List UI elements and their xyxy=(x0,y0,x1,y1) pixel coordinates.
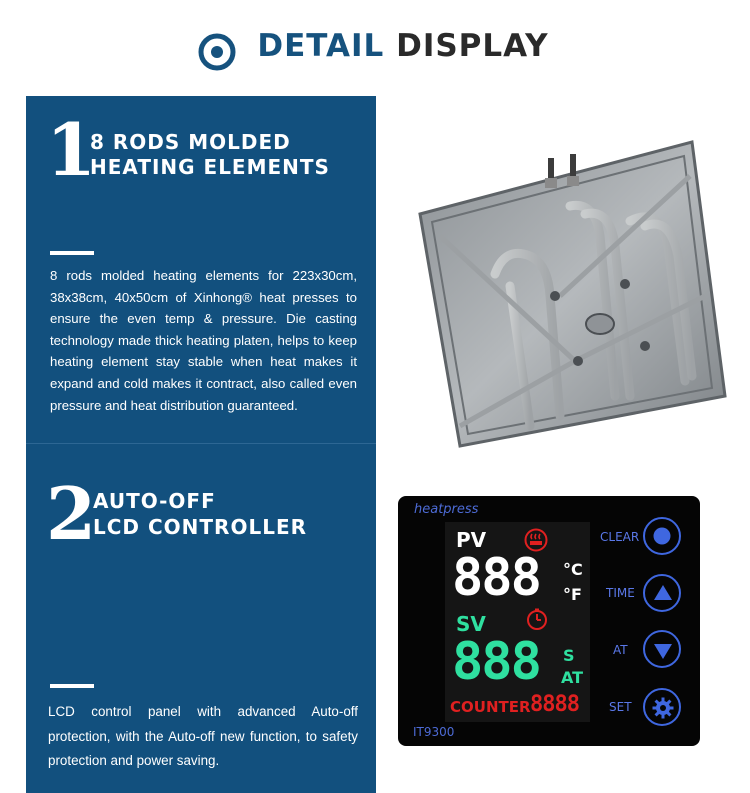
page-title-rest: DISPLAY xyxy=(396,28,549,64)
gear-icon xyxy=(651,696,675,720)
info-panel xyxy=(26,96,376,793)
sv-digits: 888 xyxy=(452,632,540,692)
sv-label: SV xyxy=(456,612,486,636)
counter-digits: 8888 xyxy=(530,692,579,717)
clear-button-label: CLEAR xyxy=(600,530,640,544)
unit-celsius: °C xyxy=(563,560,583,579)
at-button[interactable] xyxy=(643,630,681,668)
unit-seconds: S xyxy=(563,646,575,665)
controller-brand: heatpress xyxy=(414,502,479,517)
unit-fahrenheit: °F xyxy=(563,585,582,604)
section-divider xyxy=(26,443,376,444)
section-1-body: 8 rods molded heating elements for 223x30cm, 38x38cm, 40x50cm of Xinhong® heat presses to ensure the even temp & pressure. Die casting technology made thick heating platen, helps to keep heating element stay stable when heat makes it expand and cold makes it contract, also called even pressure and heat distribution guaranteed. xyxy=(50,268,357,413)
pv-digits: 888 xyxy=(452,548,540,608)
counter-label: COUNTER xyxy=(450,698,531,716)
unit-at: AT xyxy=(561,668,584,687)
triangle-down-icon xyxy=(652,640,674,662)
section-1-title-line2: HEATING ELEMENTS xyxy=(90,155,330,179)
header xyxy=(0,0,750,96)
at-button-label: AT xyxy=(613,643,628,657)
page-title xyxy=(0,28,750,64)
section-2-bar xyxy=(50,684,94,688)
section-2-body: LCD control panel with advanced Auto-off protection, with the Auto-off new function, to safety protection and power saving. xyxy=(48,704,358,768)
set-button[interactable] xyxy=(643,688,681,726)
section-2-title-line2: LCD CONTROLLER xyxy=(93,515,307,539)
heating-platen-photo xyxy=(400,96,750,466)
section-2-title-line1: AUTO-OFF xyxy=(93,489,216,513)
section-1-bar xyxy=(50,251,94,255)
set-button-label: SET xyxy=(609,700,632,714)
controller-model: IT9300 xyxy=(413,725,455,739)
page-title-accent: DETAIL xyxy=(257,28,385,64)
pv-label: PV xyxy=(456,528,487,552)
timer-icon xyxy=(526,608,548,630)
section-2-number: 2 xyxy=(46,471,97,556)
time-button[interactable] xyxy=(643,574,681,612)
section-1-title-line1: 8 RODS MOLDED xyxy=(90,130,291,154)
clear-button[interactable] xyxy=(643,517,681,555)
section-1-number: 1 xyxy=(46,107,97,192)
circle-icon xyxy=(652,526,672,546)
time-button-label: TIME xyxy=(606,586,635,600)
triangle-up-icon xyxy=(652,582,674,604)
